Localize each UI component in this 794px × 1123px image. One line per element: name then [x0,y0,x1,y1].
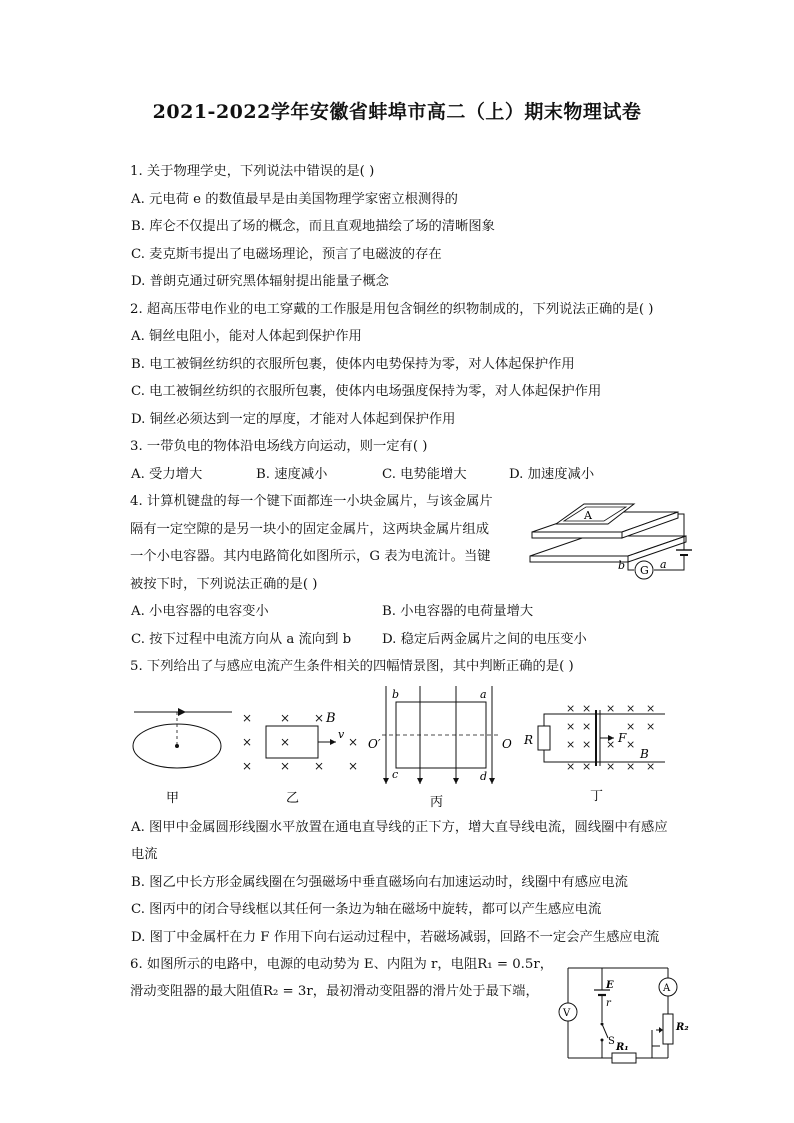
svg-text:×: × [280,759,291,773]
fig-label-jia: 甲 [166,791,180,806]
svg-text:×: × [626,702,636,715]
svg-text:×: × [626,760,636,773]
svg-text:×: × [348,735,359,749]
q4-galvanometer-label: G [640,564,649,577]
q6-stem-line1: 6. 如图所示的电路中，电源的电动势为 E、内阻为 r，电阻R₁ = 0.5r， [130,957,553,972]
svg-text:×: × [606,702,616,715]
q6-stem-line2: 滑动变阻器的最大阻值R₂ = 3r，最初滑动变阻器的滑片处于最下端， [130,984,539,999]
q1-stem: 1. 关于物理学史，下列说法中错误的是( ) [130,164,375,179]
fig-bing-label-o1: O′ [368,737,381,751]
q5-option-a-line1: A. 图甲中金属圆形线圈水平放置在通电直导线的正下方，增大直导线电流，圆线圈中有感应 [131,820,668,835]
q3-option-a: A. 受力增大 [131,467,203,482]
q2-option-d: D. 铜丝必须达到一定的厚度，才能对人体起到保护作用 [131,412,456,427]
q6-label-a: A [663,983,671,994]
svg-text:×: × [582,760,592,773]
q6-label-r: r [606,998,611,1009]
q4-capacitor-figure [526,490,696,582]
q6-circuit-figure [552,960,690,1072]
svg-text:×: × [566,760,576,773]
q5-option-c: C. 图丙中的闭合导线框以其任何一条边为轴在磁场中旋转，都可以产生感应电流 [131,902,602,917]
fig-ding-label-b: B [640,747,649,761]
svg-text:×: × [626,738,636,751]
q4-label-b: b [618,559,626,572]
q6-label-r1: R₁ [616,1042,629,1053]
q3-option-d: D. 加速度减小 [509,467,595,482]
svg-text:×: × [606,738,616,751]
svg-text:×: × [242,735,253,749]
q6-label-v: V [563,1008,571,1019]
fig-yi-label-v: v [338,728,345,741]
q3-option-c: C. 电势能增大 [382,467,467,482]
svg-text:×: × [314,711,325,725]
svg-text:×: × [646,702,656,715]
q4-stem-line2: 隔有一定空隙的是另一块小的固定金属片，这两块金属片组成 [130,522,490,537]
rheostat-r2-icon [663,1014,673,1044]
svg-text:×: × [646,720,656,733]
fig-bing-label-d: d [480,770,488,783]
svg-text:×: × [566,720,576,733]
svg-text:×: × [582,720,592,733]
fig-ding-label-r: R [524,733,534,747]
svg-text:×: × [280,735,291,749]
q6-label-e: E [606,980,614,991]
q2-option-c: C. 电工被铜丝纺织的衣服所包裹，使体内电场强度保持为零，对人体起保护作用 [131,384,602,399]
q2-option-a: A. 铜丝电阻小，能对人体起到保护作用 [131,329,362,344]
svg-text:×: × [566,738,576,751]
q1-option-d: D. 普朗克通过研究黑体辐射提出能量子概念 [131,274,389,289]
q2-stem: 2. 超高压带电作业的电工穿戴的工作服是用包含铜丝的织物制成的，下列说法正确的是( ) [130,302,654,317]
svg-text:×: × [280,711,291,725]
q1-option-b: B. 库仑不仅提出了场的概念，而且直观地描绘了场的清晰图象 [131,219,495,234]
q4-option-d: D. 稳定后两金属片之间的电压变小 [382,632,587,647]
page-title: 2021-2022学年安徽省蚌埠市高二（上）期末物理试卷 [152,101,642,123]
svg-text:×: × [582,702,592,715]
q4-stem-line1: 4. 计算机键盘的每一个键下面都连一小块金属片，与该金属片 [130,494,493,509]
fig-bing-label-o: O [502,737,512,751]
q2-option-b: B. 电工被铜丝纺织的衣服所包裹，使体内电势保持为零，对人体起保护作用 [131,357,575,372]
svg-text:×: × [242,711,253,725]
q5-option-d: D. 图丁中金属杆在力 F 作用下向右运动过程中，若磁场减弱，回路不一定会产生感应电流 [131,930,660,945]
fig-bing-label-c: c [392,768,399,781]
svg-text:×: × [242,759,253,773]
q4-option-c: C. 按下过程中电流方向从 a 流向到 b [131,632,352,647]
q6-label-r2: R₂ [676,1022,689,1033]
q4-stem-line3: 一个小电容器。其内电路简化如图所示，G 表为电流计。当键 [130,549,491,564]
svg-text:×: × [606,760,616,773]
svg-text:×: × [314,759,325,773]
q4-option-b: B. 小电容器的电荷量增大 [382,604,534,619]
q5-stem: 5. 下列给出了与感应电流产生条件相关的四幅情景图，其中判断正确的是( ) [130,659,574,674]
q3-stem: 3. 一带负电的物体沿电场线方向运动，则一定有( ) [130,439,428,454]
fig-label-bing: 丙 [430,795,444,810]
resistor-r1-icon [612,1053,636,1063]
q5-figures [120,684,680,814]
svg-text:×: × [582,738,592,751]
q6-label-s: S [608,1036,615,1047]
svg-text:×: × [626,720,636,733]
fig-ding-label-f: F [618,731,627,745]
fig-label-ding: 丁 [590,789,604,804]
fig-label-yi: 乙 [286,791,300,806]
q1-option-a: A. 元电荷 e 的数值最早是由美国物理学家密立根测得的 [131,192,458,207]
fig-yi-label-b: B [326,711,336,726]
q4-key-label: A [584,509,592,522]
svg-text:×: × [646,760,656,773]
q5-option-a-line2: 电流 [131,847,158,862]
q4-stem-line4: 被按下时，下列说法正确的是( ) [130,577,318,592]
q4-option-a: A. 小电容器的电容变小 [131,604,269,619]
q3-option-b: B. 速度减小 [256,467,328,482]
fig-bing-label-b: b [392,688,400,701]
svg-text:×: × [348,759,359,773]
q4-label-a: a [660,558,667,571]
q5-option-b: B. 图乙中长方形金属线圈在匀强磁场中垂直磁场向右加速运动时，线圈中有感应电流 [131,875,628,890]
q1-option-c: C. 麦克斯韦提出了电磁场理论，预言了电磁波的存在 [131,247,442,262]
fig-bing-label-a: a [480,688,487,701]
svg-text:×: × [566,702,576,715]
